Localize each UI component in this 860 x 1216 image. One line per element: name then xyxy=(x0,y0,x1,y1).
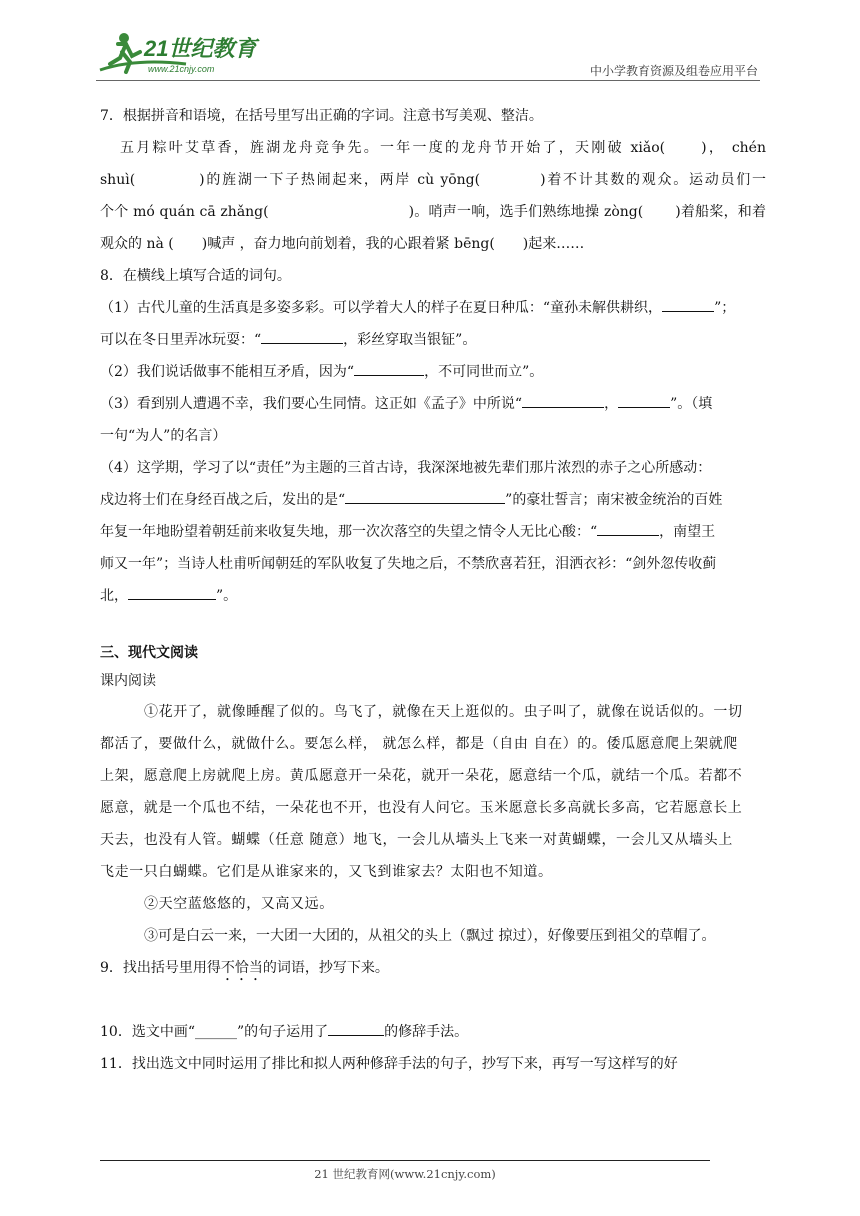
q8-part-4-line-4: 师又一年”；当诗人杜甫听闻朝廷的军队收复了失地之后，不禁欣喜若狂，泪洒衣衫：“剑外忽传收蓟 xyxy=(100,556,717,572)
section-heading: 三、现代文阅读 xyxy=(100,645,198,661)
q7-pinyin: zòng( xyxy=(603,204,644,220)
reading-line-1: ①花开了，就像睡醒了似的。鸟飞了，就像在天上逛似的。虫子叫了，就像在说话似的。一切 xyxy=(144,704,743,720)
q9-question xyxy=(100,952,766,984)
q8-text: 北， xyxy=(100,588,128,604)
section-subheading: 课内阅读 xyxy=(100,673,156,689)
q7-pinyin: nà ( xyxy=(146,236,174,252)
q8-part-2 xyxy=(100,356,766,388)
q8-part-3-line-2: 一句“为人”的名言） xyxy=(100,428,227,444)
footer-divider xyxy=(100,1160,710,1161)
q8-part-3-line-1 xyxy=(100,388,766,420)
q8-part-4-line-5 xyxy=(100,580,766,612)
q7-text: )起来…… xyxy=(522,236,585,252)
reading-line-5: 天去，也没有人管。蝴蝶（任意 随意）地飞，一会儿从墙头上飞来一对黄蝴蝶，一会儿又从墙头上 xyxy=(100,832,733,848)
q10-question xyxy=(100,1016,766,1048)
answer-blank[interactable] xyxy=(328,1019,384,1036)
q7-text: 个个 xyxy=(100,204,129,220)
q10-text: 10．选文中画“ xyxy=(100,1024,195,1040)
page-header xyxy=(96,28,760,82)
svg-text:21世纪教育: 21世纪教育 xyxy=(144,36,257,61)
q7-pinyin: cù yōng( xyxy=(417,172,481,188)
answer-blank[interactable] xyxy=(662,295,714,312)
q7-text: )着船桨，和着 xyxy=(675,204,767,220)
q7-text: )， xyxy=(701,140,726,156)
q8-text: ”； xyxy=(714,300,736,316)
q7-text: )着不计其数的观众。运动员们一 xyxy=(540,172,766,188)
q9-text: 9．找出括号里用得 xyxy=(100,960,221,976)
answer-blank[interactable] xyxy=(345,487,505,504)
footer-text: 21 世纪教育网(www.21cnjy.com) xyxy=(314,1167,496,1181)
q10-underline-mark: ______ xyxy=(194,1024,237,1040)
q8-text: 戍边将士们在身经百战之后，发出的是“ xyxy=(100,492,346,508)
q7-text: )喊声 xyxy=(201,236,236,252)
reading-line-6: 飞走一只白蝴蝶。它们是从谁家来的，又飞到谁家去？太阳也不知道。 xyxy=(100,864,553,880)
answer-blank[interactable] xyxy=(522,391,604,408)
q7-text: 观众的 xyxy=(100,236,142,252)
q8-title: 8．在横线上填写合适的词句。 xyxy=(100,268,291,284)
q7-pinyin: bēng( xyxy=(454,236,495,252)
q8-text: （2）我们说话做事不能相互矛盾，因为“ xyxy=(100,364,355,380)
q8-part-4-line-2 xyxy=(100,484,766,516)
reading-line-3: 上架，愿意爬上房就爬上房。黄瓜愿意开一朵花，就开一朵花，愿意结一个瓜，就结一个瓜。若都不 xyxy=(100,768,743,784)
q7-title: 7．根据拼音和语境，在括号里写出正确的字词。注意书写美观、整洁。 xyxy=(100,108,543,124)
q7-line-4 xyxy=(100,228,766,260)
q8-text: 可以在冬日里弄冰玩耍：“ xyxy=(100,332,262,348)
q8-part-4-line-1: （4）这学期，学习了以“责任”为主题的三首古诗，我深深地被先辈们那片浓烈的赤子之心所感动： xyxy=(100,460,712,476)
answer-blank[interactable] xyxy=(261,327,343,344)
q8-text: （3）看到别人遭遇不幸，我们要心生同情。这正如《孟子》中所说“ xyxy=(100,396,523,412)
q8-part-1-line-1 xyxy=(100,292,766,324)
q7-pinyin: mó quán cā zhǎng( xyxy=(133,204,269,220)
q9-emphasis: 不恰当 xyxy=(220,960,263,976)
logo-icon xyxy=(96,28,266,78)
q8-text: ，彩丝穿取当银钲”。 xyxy=(343,332,477,348)
q7-line-1 xyxy=(100,132,766,164)
q8-part-1-line-2 xyxy=(100,324,766,356)
q8-text: ，不可同世而立”。 xyxy=(424,364,544,380)
q7-text: )。哨声一响，选手们熟练地操 xyxy=(408,204,600,220)
header-divider xyxy=(96,80,760,81)
q8-text: ，南望王 xyxy=(659,524,716,540)
q8-text: 年复一年地盼望着朝廷前来收复失地，那一次次落空的失望之情令人无比心酸：“ xyxy=(100,524,598,540)
q8-text: ， xyxy=(604,396,619,412)
svg-text:www.21cnjy.com: www.21cnjy.com xyxy=(148,64,215,74)
q8-text: ”。 xyxy=(216,588,238,604)
reading-line-8: ③可是白云一来，一大团一大团的，从祖父的头上（飘过 掠过），好像要压到祖父的草帽了。 xyxy=(144,928,716,944)
q7-line-3 xyxy=(100,196,766,228)
reading-line-4: 愿意，就是一个瓜也不结，一朵花也不开，也没有人问它。玉米愿意长多高就长多高，它若愿意长上 xyxy=(100,800,743,816)
reading-line-2: 都活了，要做什么，就做什么。要怎么样， 就怎么样，都是（自由 自在）的。倭瓜愿意爬上架就爬 xyxy=(100,736,738,752)
reading-line-7: ②天空蓝悠悠的，又高又远。 xyxy=(144,896,334,912)
platform-label: 中小学教育资源及组卷应用平台 xyxy=(589,64,758,78)
answer-blank[interactable] xyxy=(618,391,670,408)
q10-text: ”的句子运用了 xyxy=(236,1024,329,1040)
q9-text: 的词语，抄写下来。 xyxy=(262,960,389,976)
q8-text: ”。（填 xyxy=(670,396,713,412)
q7-text: 五月粽叶艾草香，旌湖龙舟竞争先。一年一度的龙舟节开始了，天刚破 xyxy=(120,140,624,156)
q7-pinyin: xiǎo( xyxy=(630,140,666,156)
q7-text: ，奋力地向前划着，我的心跟着紧 xyxy=(239,236,450,252)
answer-blank[interactable] xyxy=(128,583,216,600)
q8-text: （1）古代儿童的生活真是多姿多彩。可以学着大人的样子在夏日种瓜：“童孙未解供耕织， xyxy=(100,300,663,316)
q7-text: )的旌湖一下子热闹起来，两岸 xyxy=(199,172,412,188)
q8-part-4-line-3 xyxy=(100,516,766,548)
q7-line-2 xyxy=(100,164,766,196)
q10-text: 的修辞手法。 xyxy=(384,1024,469,1040)
q7-pinyin: chén xyxy=(731,140,766,156)
answer-blank[interactable] xyxy=(354,359,424,376)
q7-pinyin: shuì( xyxy=(100,172,136,188)
q8-text: ”的豪壮誓言；南宋被金统治的百姓 xyxy=(505,492,723,508)
main-content xyxy=(100,100,766,1080)
answer-blank[interactable] xyxy=(597,519,659,536)
q11-question: 11．找出选文中同时运用了排比和拟人两种修辞手法的句子，抄写下来，再写一写这样写的好 xyxy=(100,1056,678,1072)
